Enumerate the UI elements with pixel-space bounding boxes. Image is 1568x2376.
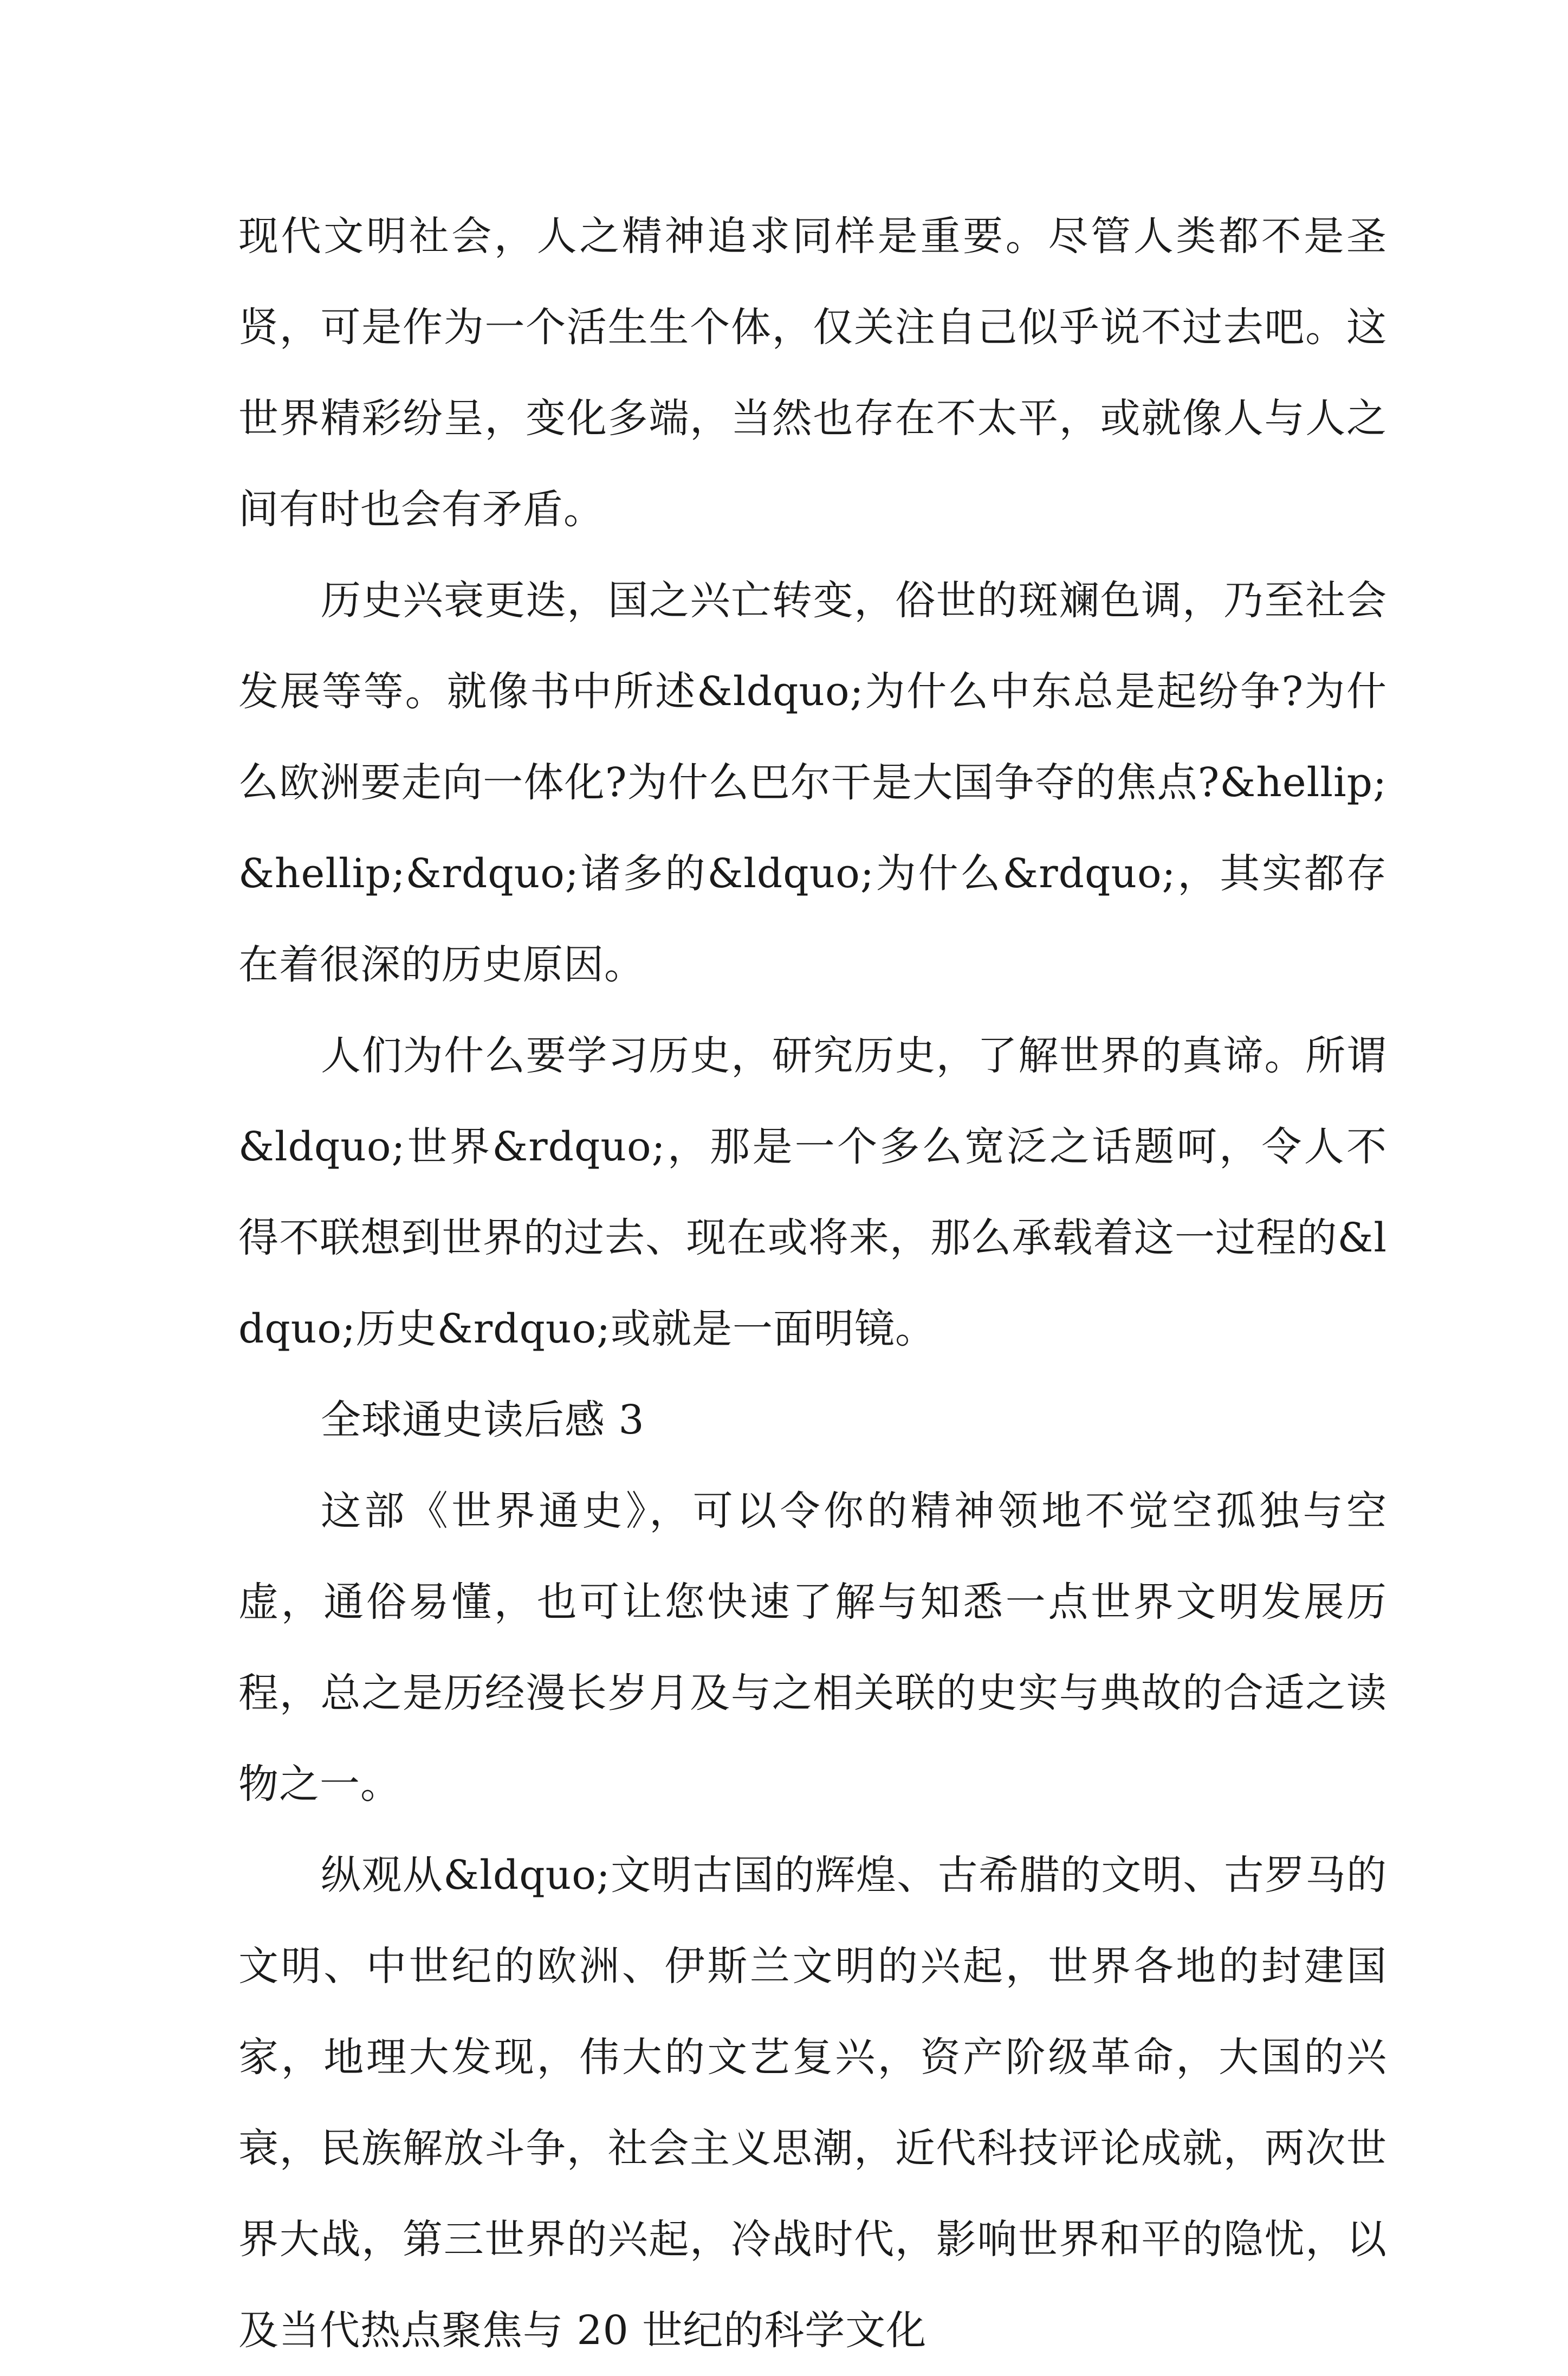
document-body	[238, 191, 1387, 2376]
paragraph-2: 历史兴衰更迭，国之兴亡转变，俗世的斑斓色调，乃至社会发展等等。就像书中所述&ldquo;为什么中东总是起纷争?为什么欧洲要走向一体化?为什么巴尔干是大国争夺的焦点?&hellip;&hellip;&rdquo;诸多的&ldquo;为什么&rdquo;，其实都存在着很深的历史原因。	[238, 577, 1387, 988]
paragraph-3: 人们为什么要学习历史，研究历史，了解世界的真谛。所谓&ldquo;世界&rdquo;，那是一个多么宽泛之话题呵，令人不得不联想到世界的过去、现在或将来，那么承载着这一过程的&ldquo;历史&rdquo;或就是一面明镜。	[238, 1032, 1387, 1352]
paragraph-5: 纵观从&ldquo;文明古国的辉煌、古希腊的文明、古罗马的文明、中世纪的欧洲、伊斯兰文明的兴起，世界各地的封建国家，地理大发现，伟大的文艺复兴，资产阶级革命，大国的兴衰，民族解放斗争，社会主义思潮，近代科技评论成就，两次世界大战，第三世界的兴起，冷战时代，影响世界和平的隐忧，以及当代热点聚焦与 20 世纪的科学文化	[238, 1852, 1387, 2354]
section-heading: 全球通史读后感 3	[321, 1397, 645, 1443]
paragraph-4: 这部《世界通史》，可以令你的精神领地不觉空孤独与空虚，通俗易懂，也可让您快速了解与知悉一点世界文明发展历程，总之是历经漫长岁月及与之相关联的史实与典故的合适之读物之一。	[238, 1488, 1387, 1807]
paragraph-1: 现代文明社会，人之精神追求同样是重要。尽管人类都不是圣贤，可是作为一个活生生个体，仅关注自己似乎说不过去吧。这世界精彩纷呈，变化多端，当然也存在不太平，或就像人与人之间有时也会有矛盾。	[238, 213, 1387, 533]
